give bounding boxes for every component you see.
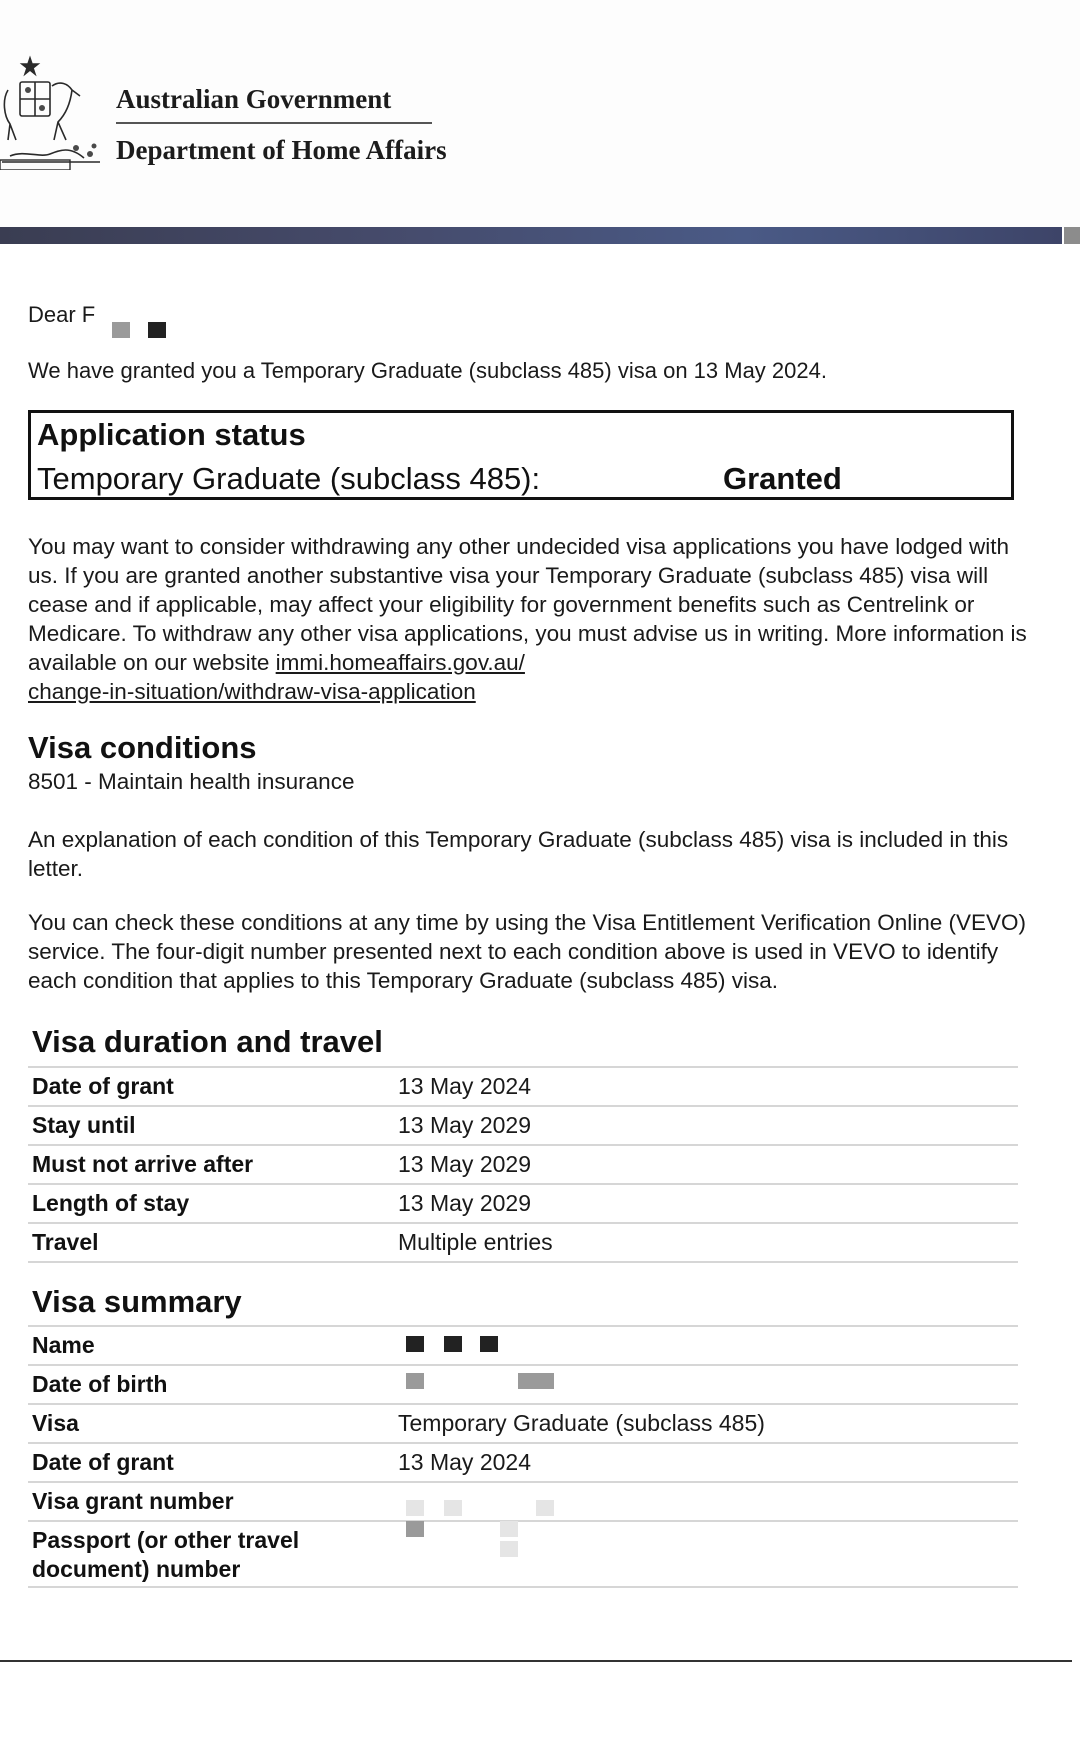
redacted-name <box>406 1336 424 1352</box>
visa-condition-item: 8501 - Maintain health insurance <box>28 769 355 794</box>
table-row <box>28 1224 1018 1263</box>
table-row <box>28 1483 1018 1522</box>
redacted-date-of-birth <box>518 1373 554 1389</box>
header-band-end <box>1064 227 1080 244</box>
salutation: Dear F <box>28 302 96 327</box>
redacted-name <box>480 1336 498 1352</box>
redacted-name <box>444 1336 462 1352</box>
table-row <box>28 1068 1018 1107</box>
row-label: Passport (or other travel document) number <box>32 1527 300 1582</box>
row-label: Travel <box>32 1229 99 1255</box>
row-label: Date of grant <box>32 1073 174 1099</box>
coat-of-arms-icon <box>0 50 110 170</box>
withdraw-link[interactable]: immi.homeaffairs.gov.au/ change-in-situation/withdraw-visa-application <box>28 650 525 704</box>
grant-intro: We have granted you a Temporary Graduate (subclass 485) visa on 13 May 2024. <box>28 358 827 383</box>
table-row <box>28 1107 1018 1146</box>
table-row <box>28 1522 1018 1588</box>
row-label: Length of stay <box>32 1190 190 1216</box>
duration-travel-heading: Visa duration and travel <box>32 1024 383 1059</box>
row-label: Must not arrive after <box>32 1151 254 1177</box>
application-status-title: Application status <box>37 417 306 452</box>
department-name: Department of Home Affairs <box>116 135 447 165</box>
row-label: Visa <box>32 1410 79 1436</box>
row-label: Stay until <box>32 1112 136 1138</box>
page-bottom-rule <box>0 1660 1072 1662</box>
visa-summary-heading: Visa summary <box>32 1284 242 1319</box>
conditions-explanation: An explanation of each condition of this Temporary Graduate (subclass 485) visa is included in this letter. <box>28 827 1009 881</box>
government-name: Australian Government <box>116 84 392 114</box>
visa-conditions-heading: Visa conditions <box>28 730 257 765</box>
row-value: 13 May 2029 <box>398 1151 531 1177</box>
redacted-name <box>148 322 166 338</box>
row-value: 13 May 2029 <box>398 1112 531 1138</box>
row-value: Temporary Graduate (subclass 485) <box>398 1410 765 1436</box>
vevo-note: You can check these conditions at any time by using the Visa Entitlement Verification Online (VEVO) service. The four-digit number presented next to each condition above is used in VEVO to identify each condition that applies to this Temporary Graduate (subclass 485) visa. <box>28 910 1027 993</box>
redacted-passport-number <box>500 1521 518 1537</box>
redacted-passport-number <box>406 1521 424 1537</box>
table-row <box>28 1327 1018 1366</box>
visa-type-label: Temporary Graduate (subclass 485): <box>37 461 541 496</box>
status-badge: Granted <box>723 461 842 496</box>
row-label: Visa grant number <box>32 1488 234 1514</box>
row-label: Date of birth <box>32 1371 168 1397</box>
row-label: Date of grant <box>32 1449 174 1475</box>
redacted-date-of-birth <box>406 1373 424 1389</box>
redacted-grant-number <box>536 1500 554 1516</box>
withdraw-notice <box>28 532 1028 706</box>
withdraw-notice-text: You may want to consider withdrawing any other undecided visa applications you have lodged with us. If you are granted another substantive visa your Temporary Graduate (subclass 485) visa will cease and if applicable, may affect your eligibility for government benefits such as Centrelink or Medicare. To withdraw any other visa applications, you must advise us in writing. More information is available on our website <box>28 534 1027 675</box>
visa-summary-table <box>28 1325 1018 1588</box>
redacted-passport-number <box>500 1541 518 1557</box>
table-row <box>28 1405 1018 1444</box>
application-status-box <box>28 410 1014 500</box>
row-label: Name <box>32 1332 95 1358</box>
table-row <box>28 1185 1018 1224</box>
redacted-name <box>112 322 130 338</box>
row-value: 13 May 2029 <box>398 1190 531 1216</box>
table-row <box>28 1444 1018 1483</box>
duration-travel-table <box>28 1066 1018 1263</box>
redacted-grant-number <box>444 1500 462 1516</box>
table-row <box>28 1146 1018 1185</box>
letterhead <box>0 0 1080 228</box>
header-divider <box>116 122 432 124</box>
redacted-grant-number <box>406 1500 424 1516</box>
row-value: 13 May 2024 <box>398 1449 531 1475</box>
row-value: 13 May 2024 <box>398 1073 531 1099</box>
row-value: Multiple entries <box>398 1229 553 1255</box>
header-band <box>0 227 1062 244</box>
